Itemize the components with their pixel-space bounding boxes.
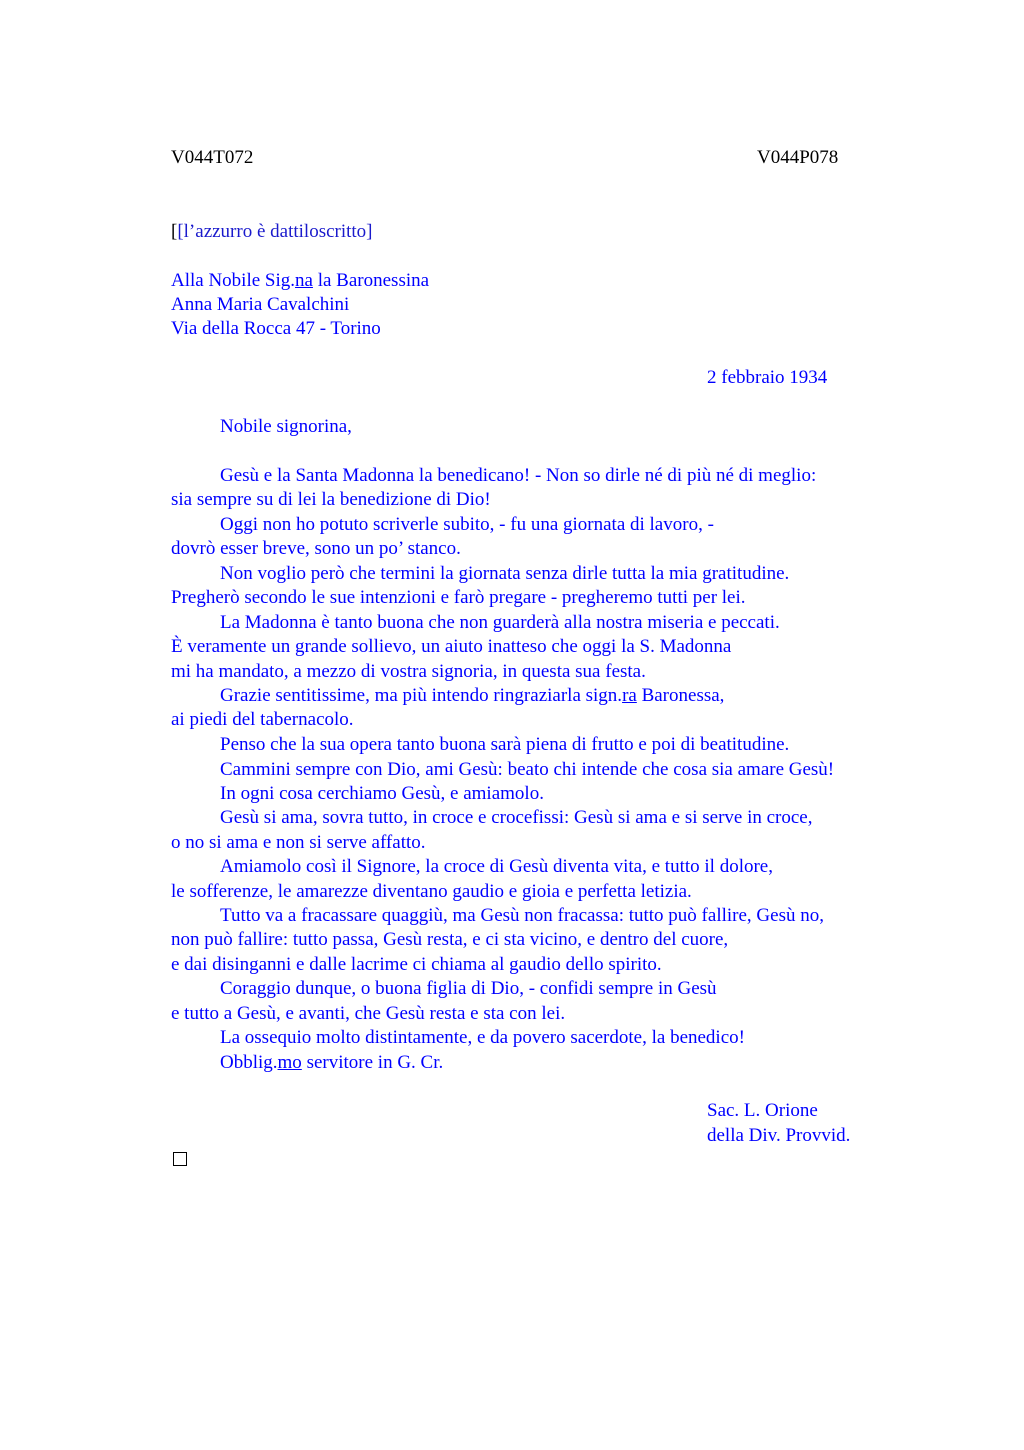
address-line-1: Alla Nobile Sig.na la Baronessina [171,270,430,291]
closing-line: Obblig.mo servitore in G. Cr. [220,1052,444,1073]
right-code: V044P078 [757,147,839,168]
signature-name: Sac. L. Orione [707,1100,818,1121]
body-line: Amiamolo così il Signore, la croce di Gesù diventa vita, e tutto il dolore, [220,856,773,877]
body-line: mi ha mandato, a mezzo di vostra signoria, in questa sua festa. [171,661,646,682]
body-line: le sofferenze, le amarezze diventano gaudio e gioia e perfetta letizia. [171,881,692,902]
body-line: Coraggio dunque, o buona figlia di Dio, - confidi sempre in Gesù [220,978,717,999]
body-line: Gesù e la Santa Madonna la benedicano! - Non so dirle né di più né di meglio: [220,465,817,486]
note-text: [l’azzurro è dattiloscritto] [177,221,373,242]
body-line: Non voglio però che termini la giornata senza dirle tutta la mia gratitudine. [220,563,790,584]
address-line-3: Via della Rocca 47 - Torino [171,318,381,339]
left-code: V044T072 [171,147,254,168]
body-line: La ossequio molto distintamente, e da povero sacerdote, la benedico! [220,1027,745,1048]
body-line: dovrò esser breve, sono un po’ stanco. [171,538,461,559]
body-line: Gesù si ama, sovra tutto, in croce e crocefissi: Gesù si ama e si serve in croce, [220,807,813,828]
end-square-icon [173,1152,187,1166]
body-line: È veramente un grande sollievo, un aiuto inatteso che oggi la S. Madonna [171,636,732,657]
body-line: Pregherò secondo le sue intenzioni e farò pregare - pregheremo tutti per lei. [171,587,746,608]
body-line: ai piedi del tabernacolo. [171,709,354,730]
typed-note: [[l’azzurro è dattiloscritto] [171,221,373,242]
body-line: Oggi non ho potuto scriverle subito, - fu una giornata di lavoro, - [220,514,714,535]
body-line: o no si ama e non si serve affatto. [171,832,426,853]
address-line-2: Anna Maria Cavalchini [171,294,350,315]
body-line: e dai disinganni e dalle lacrime ci chiama al gaudio dello spirito. [171,954,662,975]
body-line: sia sempre su di lei la benedizione di Dio! [171,489,491,510]
body-line: e tutto a Gesù, e avanti, che Gesù resta e sta con lei. [171,1003,566,1024]
salutation: Nobile signorina, [220,416,352,437]
signature-title: della Div. Provvid. [707,1125,851,1146]
body-line: Penso che la sua opera tanto buona sarà piena di frutto e poi di beatitudine. [220,734,790,755]
letter-date: 2 febbraio 1934 [707,367,828,388]
body-line: Cammini sempre con Dio, ami Gesù: beato chi intende che cosa sia amare Gesù! [220,759,835,780]
body-line: In ogni cosa cerchiamo Gesù, e amiamolo. [220,783,544,804]
body-line: non può fallire: tutto passa, Gesù resta, e ci sta vicino, e dentro del cuore, [171,929,729,950]
body-line: La Madonna è tanto buona che non guarderà alla nostra miseria e peccati. [220,612,780,633]
body-line: Grazie sentitissime, ma più intendo ringraziarla sign.ra Baronessa, [220,685,725,706]
body-line: Tutto va a fracassare quaggiù, ma Gesù non fracassa: tutto può fallire, Gesù no, [220,905,824,926]
